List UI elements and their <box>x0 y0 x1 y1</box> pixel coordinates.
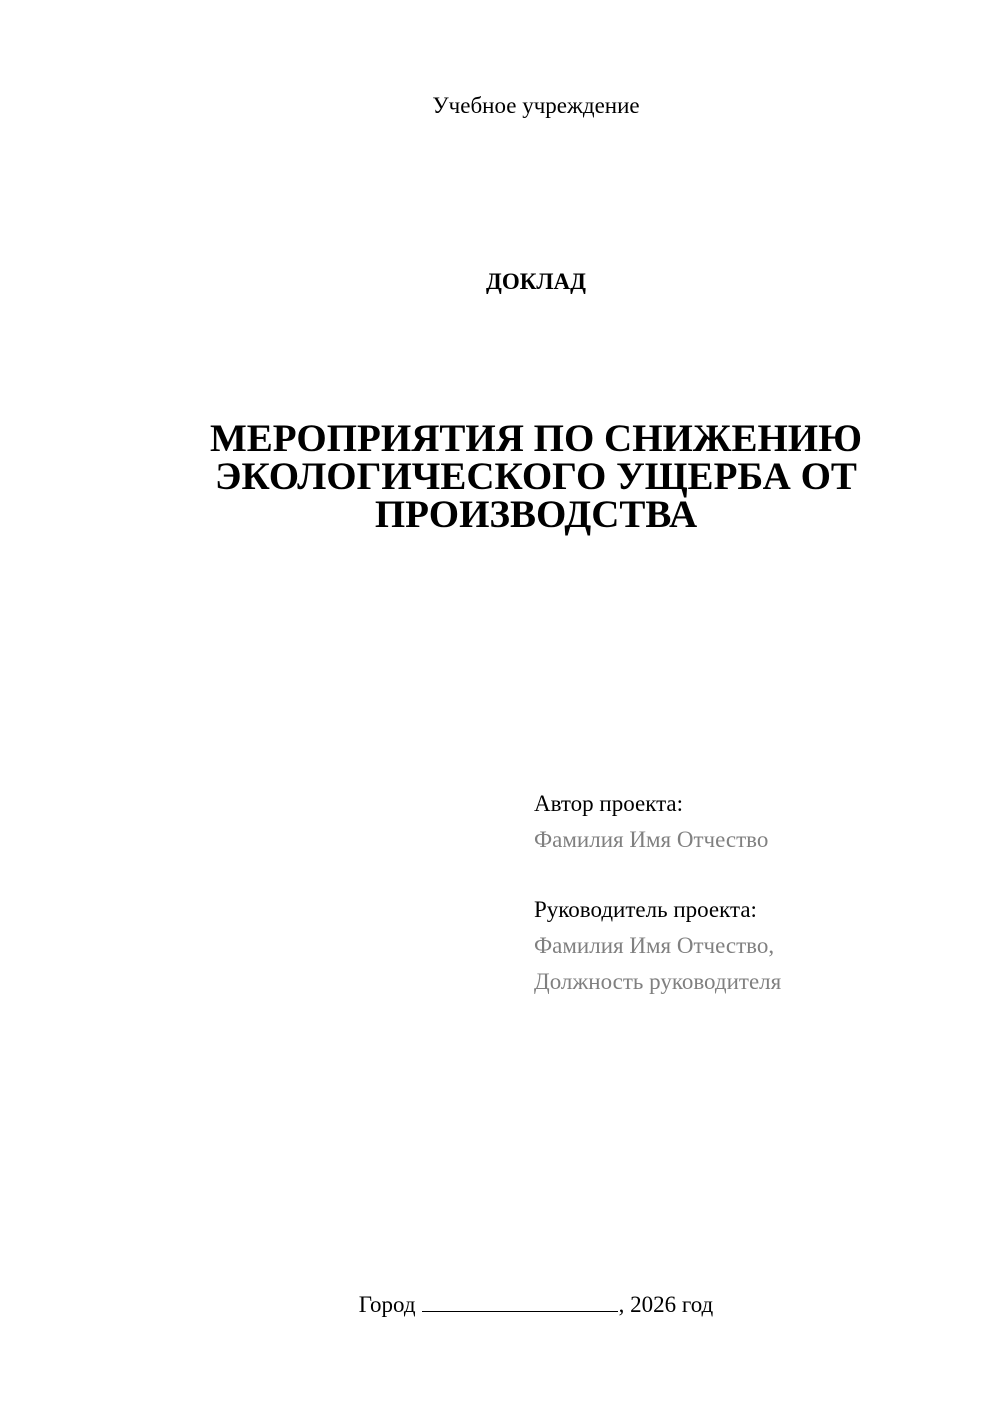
signature-block <box>534 786 974 1000</box>
title-line: ПРОИЗВОДСТВА <box>374 493 698 536</box>
author-label: Автор проекта: <box>534 791 683 816</box>
author-name: Фамилия Имя Отчество <box>534 827 769 852</box>
city-year-line <box>0 1290 1000 1320</box>
title-line: ЭКОЛОГИЧЕСКОГО УЩЕРБА ОТ <box>215 455 857 498</box>
document-type: ДОКЛАД <box>486 269 586 294</box>
title-line: МЕРОПРИЯТИЯ ПО СНИЖЕНИЮ <box>209 417 863 460</box>
year-text: , 2026 год <box>618 1292 714 1317</box>
document-title <box>180 417 892 536</box>
spacer <box>534 858 974 892</box>
institution-name: Учебное учреждение <box>432 93 640 118</box>
city-label: Город <box>358 1292 416 1317</box>
supervisor-name: Фамилия Имя Отчество, <box>534 933 775 958</box>
city-blank-underline <box>422 1291 618 1312</box>
supervisor-position: Должность руководителя <box>534 969 782 994</box>
supervisor-label: Руководитель проекта: <box>534 897 757 922</box>
